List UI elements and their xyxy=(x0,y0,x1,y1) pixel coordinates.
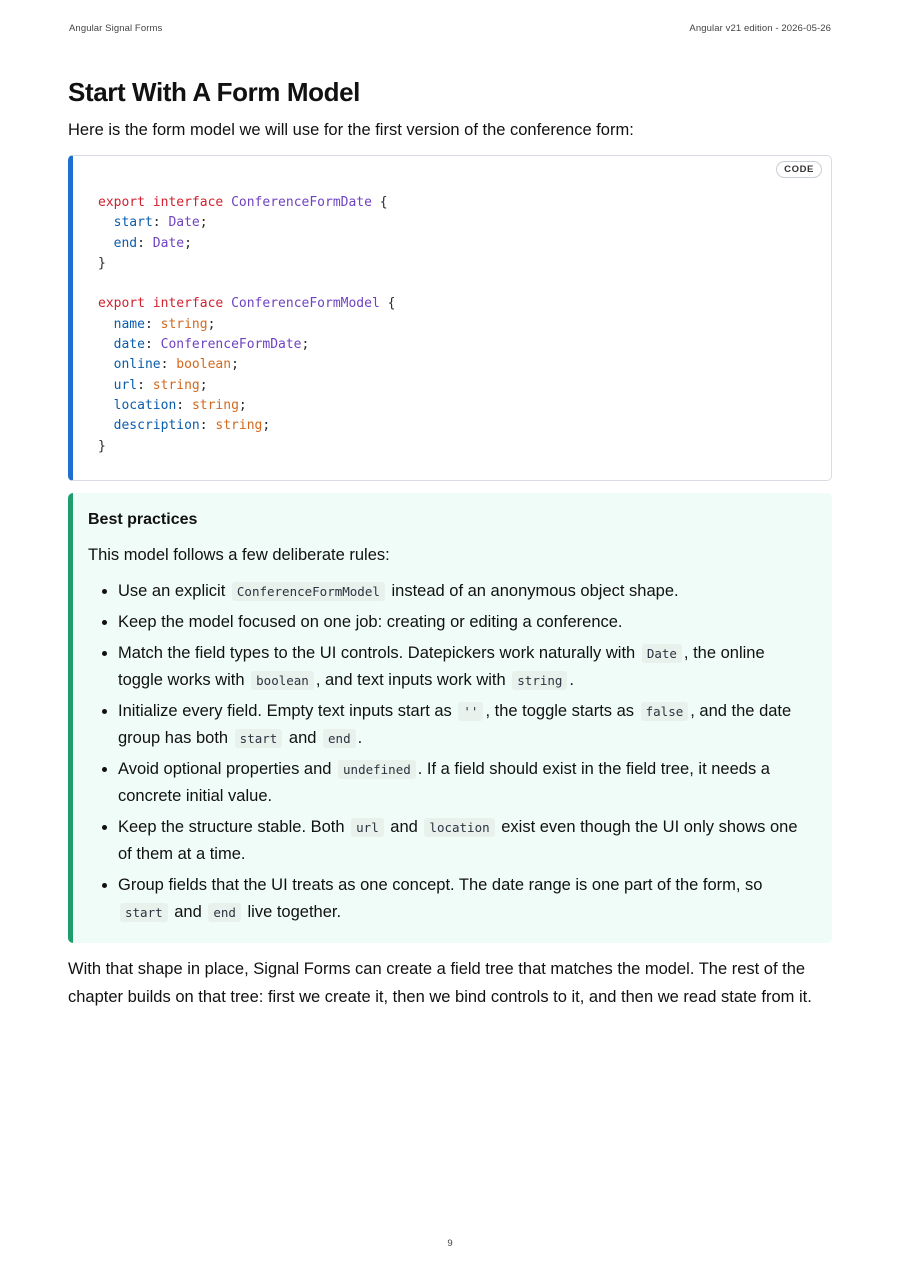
code-property: description xyxy=(113,418,200,434)
code-keyword: interface xyxy=(152,296,224,312)
code-line xyxy=(98,256,106,271)
code-line xyxy=(98,418,270,433)
rule-text: Group fields that the UI treats as one concept. The date range is one part of the form, so xyxy=(118,876,763,894)
rule-item xyxy=(118,609,812,636)
code-primitive: string xyxy=(191,397,239,413)
code-primitive: string xyxy=(152,377,200,393)
code-punct: ; xyxy=(231,357,239,373)
callout-intro: This model follows a few deliberate rules: xyxy=(88,546,390,564)
code-line xyxy=(98,439,106,454)
code-property: start xyxy=(113,215,153,231)
rule-text: Match the field types to the UI controls. Datepickers work naturally with xyxy=(118,644,640,662)
code-punct: : xyxy=(144,316,161,332)
code-property: name xyxy=(113,316,145,332)
code-punct xyxy=(145,296,153,311)
running-header xyxy=(69,23,831,34)
rule-item xyxy=(118,814,812,868)
code-property: url xyxy=(113,377,138,393)
page-content xyxy=(68,74,832,1011)
rule-text: , and the date group has both xyxy=(118,702,792,747)
code-punct: ; xyxy=(238,397,247,413)
code-punct: ; xyxy=(184,235,192,251)
rule-text: Keep the structure stable. Both xyxy=(118,818,350,836)
code-punct xyxy=(98,236,114,251)
rule-text: , the online toggle works with xyxy=(118,644,765,689)
rule-text: . xyxy=(357,729,363,747)
code-property: end xyxy=(113,235,138,251)
inline-code: location xyxy=(424,818,494,837)
code-primitive: boolean xyxy=(176,357,232,373)
code-punct xyxy=(98,378,114,393)
inline-code: false xyxy=(641,702,689,721)
rule-item xyxy=(118,698,812,752)
code-punct: : xyxy=(176,397,192,413)
rule-text: . If a field should exist in the field tree, it needs a concrete initial value. xyxy=(118,760,770,805)
code-punct: ; xyxy=(207,316,216,332)
inline-code: boolean xyxy=(251,671,314,690)
page-number: 9 xyxy=(447,1238,453,1249)
section-title: Start With A Form Model xyxy=(68,77,360,107)
inline-code: url xyxy=(351,818,384,837)
code-line xyxy=(98,195,388,210)
code-type: Date xyxy=(168,215,200,231)
rule-text: Keep the model focused on one job: creating or editing a conference. xyxy=(118,613,623,631)
code-line xyxy=(98,317,215,332)
section-lead: Here is the form model we will use for the first version of the conference form: xyxy=(68,121,634,139)
code-badge: CODE xyxy=(776,161,822,178)
code-punct xyxy=(98,398,114,413)
code-punct: { xyxy=(371,195,388,210)
code-punct: } xyxy=(98,255,106,271)
code-punct: ; xyxy=(262,418,271,434)
rule-text: . xyxy=(569,671,575,689)
inline-code: end xyxy=(208,903,241,922)
best-practices-callout xyxy=(68,493,832,943)
rule-text: , and text inputs work with xyxy=(315,671,511,689)
rule-text: and xyxy=(169,903,207,921)
code-punct: : xyxy=(137,377,153,393)
code-punct xyxy=(98,418,114,433)
code-primitive: string xyxy=(160,316,208,332)
rule-text: Initialize every field. Empty text inputs start as xyxy=(118,702,457,720)
code-line xyxy=(98,398,247,413)
code-punct: ; xyxy=(301,337,310,353)
code-punct: : xyxy=(199,418,216,434)
rule-text: and xyxy=(385,818,423,836)
code-punct: ; xyxy=(199,377,208,393)
rule-text: live together. xyxy=(242,903,342,921)
code-punct: { xyxy=(379,296,396,312)
code-punct: ; xyxy=(199,215,208,231)
code-punct: : xyxy=(137,235,153,251)
inline-code: end xyxy=(323,729,356,748)
code-line xyxy=(98,357,239,372)
rule-text: , the toggle starts as xyxy=(485,702,639,720)
inline-code: start xyxy=(120,903,168,922)
code-line xyxy=(98,296,395,311)
code-type: ConferenceFormModel xyxy=(231,296,380,312)
code-punct: } xyxy=(98,438,106,454)
rule-text: exist even though the UI only shows one of them at a time. xyxy=(118,818,798,863)
rule-text: instead of an anonymous object shape. xyxy=(386,582,679,600)
rule-item xyxy=(118,640,812,694)
code-keyword: export xyxy=(98,296,145,312)
code-punct xyxy=(223,195,231,210)
code-keyword: interface xyxy=(152,195,224,210)
code-block xyxy=(68,155,832,481)
inline-code: start xyxy=(235,729,283,748)
inline-code: string xyxy=(512,671,567,690)
code-line xyxy=(98,378,208,393)
code-type: ConferenceFormDate xyxy=(231,195,372,210)
code-keyword: export xyxy=(98,195,145,210)
code-type: Date xyxy=(152,235,185,251)
rule-item xyxy=(118,578,812,605)
code-property: online xyxy=(113,357,161,373)
code-punct xyxy=(98,317,114,332)
header-book-title: Angular Signal Forms xyxy=(69,23,163,34)
inline-code: undefined xyxy=(338,760,416,779)
code-line xyxy=(98,236,192,251)
code-punct xyxy=(98,215,114,230)
rule-item xyxy=(118,756,812,810)
header-edition: Angular v21 edition - 2026-05-26 xyxy=(689,23,831,34)
inline-code: Date xyxy=(642,644,682,663)
rules-list xyxy=(88,578,812,926)
code-type: ConferenceFormDate xyxy=(160,337,302,353)
code-punct: : xyxy=(144,337,161,353)
inline-code: '' xyxy=(458,702,483,721)
rule-text: and xyxy=(284,729,322,747)
code-listing xyxy=(98,193,395,457)
closing-paragraph: With that shape in place, Signal Forms can create a field tree that matches the model. The rest of the chapter builds on that tree: first we create it, then we bind controls to it, and then we read state from it. xyxy=(68,960,812,1006)
code-line xyxy=(98,215,208,230)
code-primitive: string xyxy=(215,418,263,434)
code-property: date xyxy=(113,337,145,353)
code-punct xyxy=(98,337,114,352)
code-punct xyxy=(98,357,114,372)
code-punct: : xyxy=(152,215,169,231)
code-punct: : xyxy=(160,357,177,373)
callout-title: Best practices xyxy=(88,511,198,528)
code-punct xyxy=(223,296,231,311)
rule-text: Avoid optional properties and xyxy=(118,760,337,778)
code-property: location xyxy=(113,397,177,413)
code-line xyxy=(98,337,309,352)
code-punct xyxy=(145,195,153,210)
inline-code: ConferenceFormModel xyxy=(232,582,385,601)
rule-text: Use an explicit xyxy=(118,582,230,600)
rule-item xyxy=(118,872,812,926)
